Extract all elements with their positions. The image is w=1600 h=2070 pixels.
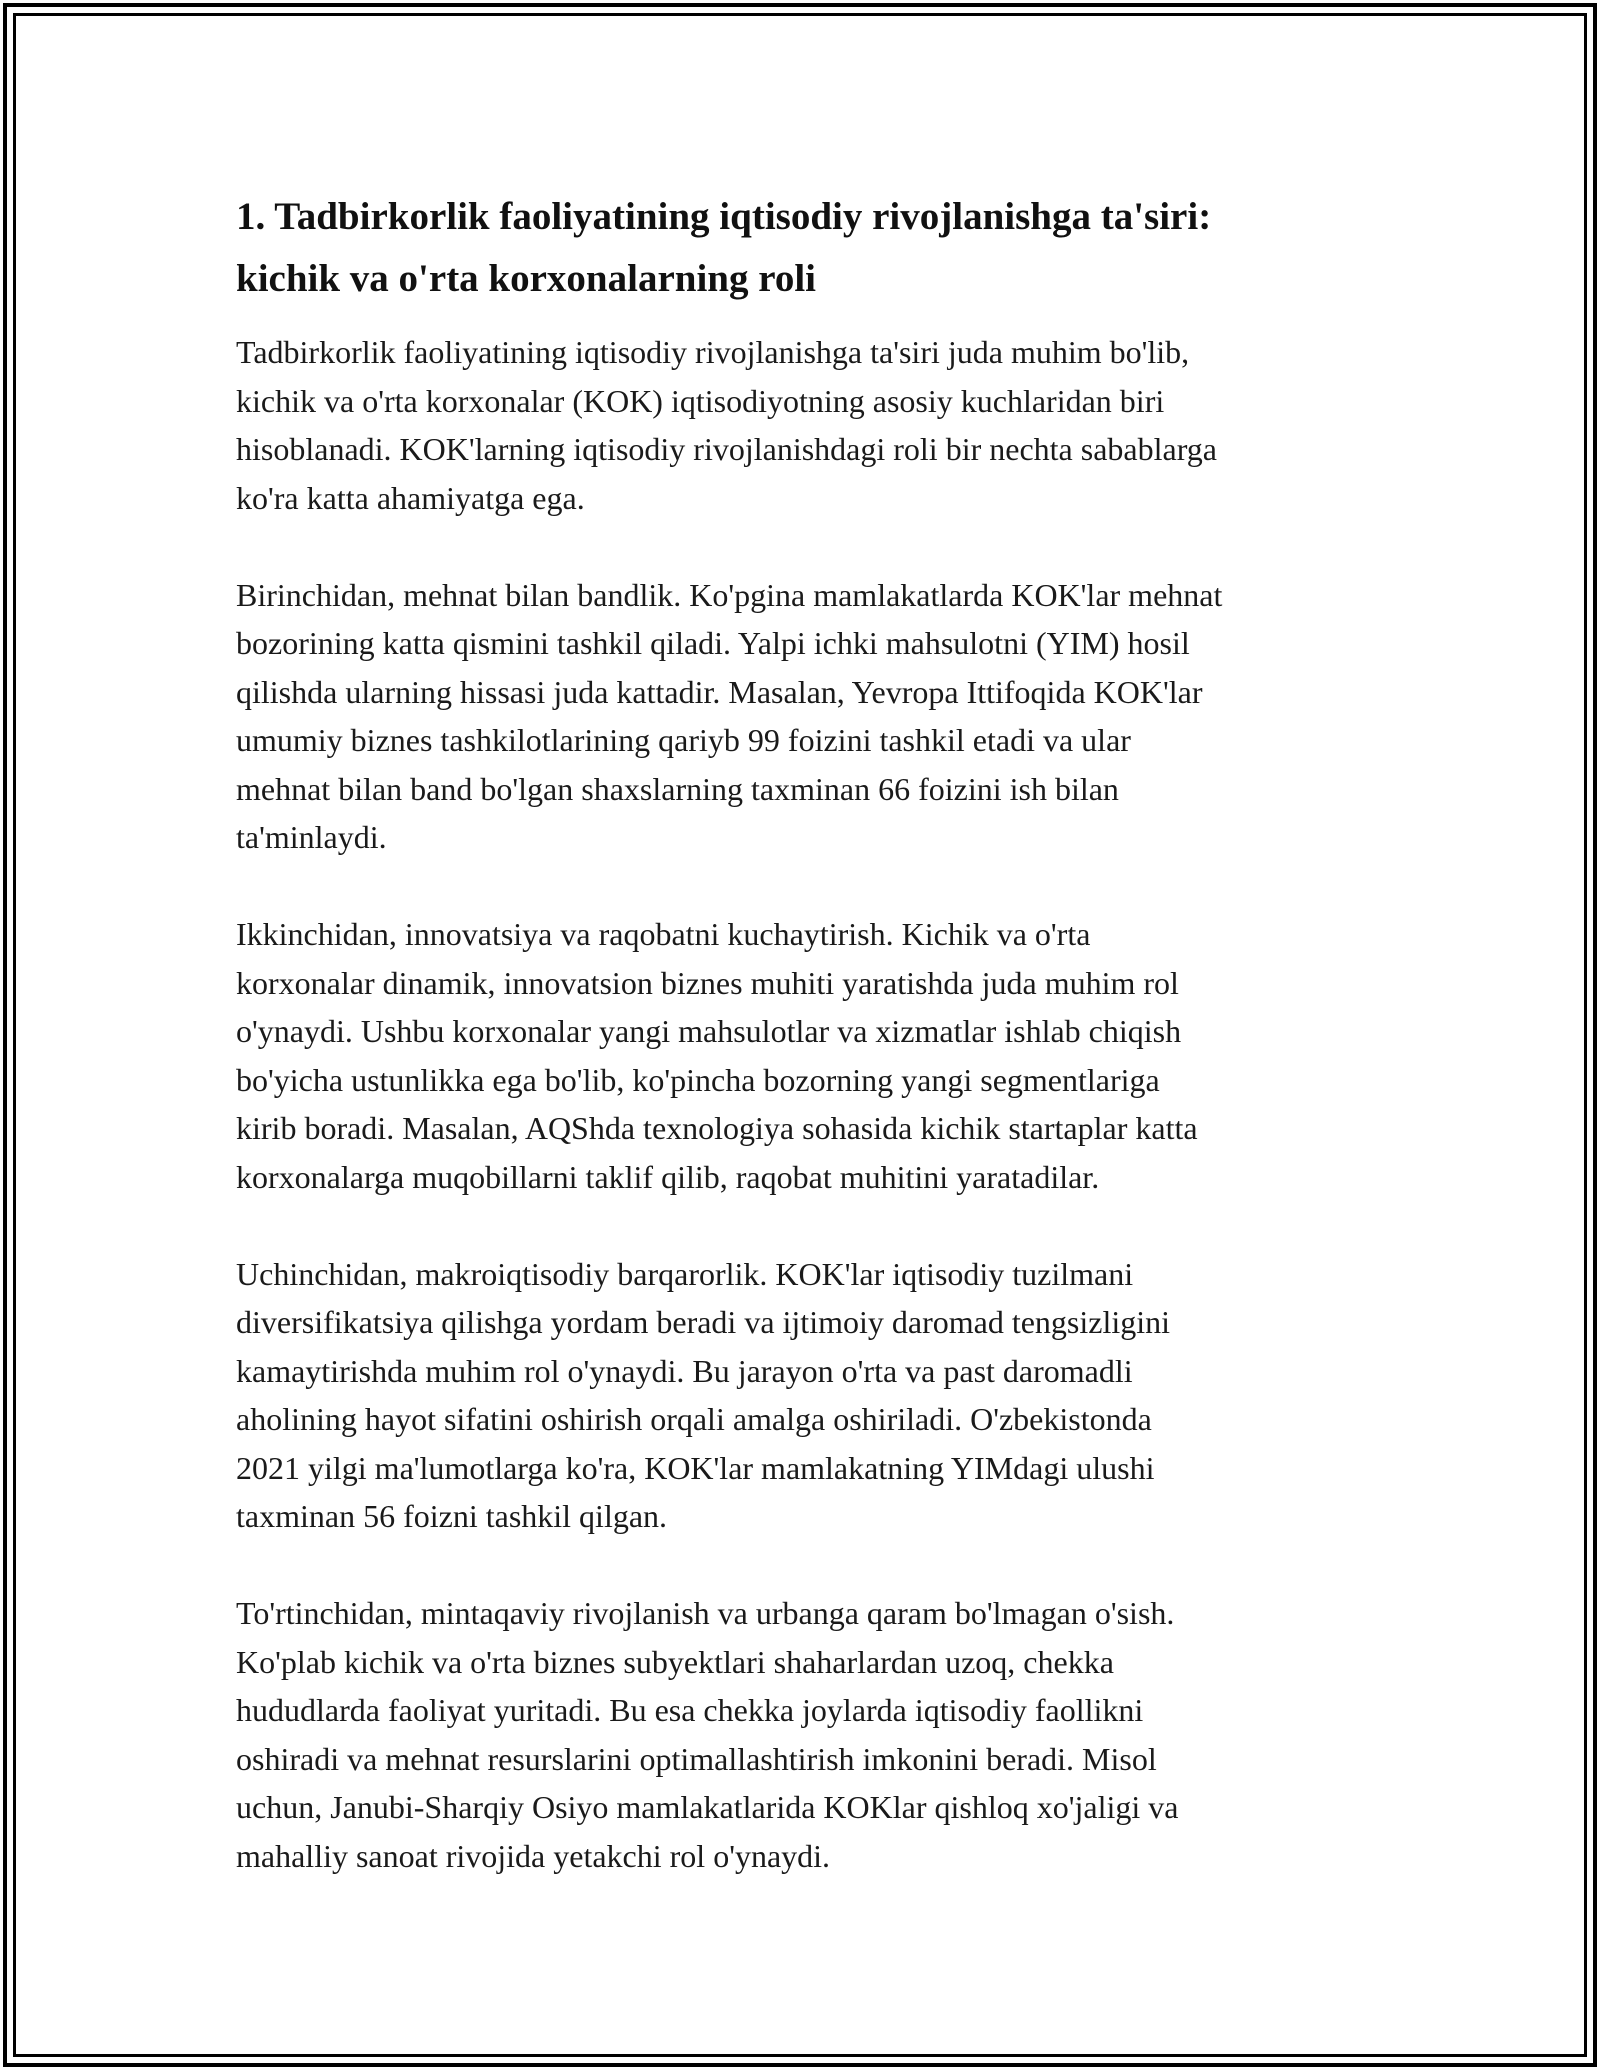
text-line: hisoblanadi. KOK'larning iqtisodiy rivojlanishdagi roli bir nechta sabablarga [236,431,1217,467]
text-line: bo'yicha ustunlikka ega bo'lib, ko'pincha bozorning yangi segmentlariga [236,1061,1160,1098]
text-line: aholining hayot sifatini oshirish orqali amalga oshiriladi. O'zbekistonda [236,1401,1152,1437]
paragraph-stability [236,1250,1376,1541]
text-line: Tadbirkorlik faoliyatining iqtisodiy rivojlanishga ta'siri juda muhim bo'lib, [236,334,1190,370]
text-line: korxonalarga muqobillarni taklif qilib, raqobat muhitini yaratadilar. [236,1158,1100,1195]
paragraph-regional [236,1589,1376,1880]
text-line: kichik va o'rta korxonalar (KOK) iqtisodiyotning asosiy kuchlaridan biri [236,382,1165,419]
text-line: uchun, Janubi-Sharqiy Osiyo mamlakatlarida KOKlar qishloq xo'jaligi va [236,1789,1179,1825]
text-line: To'rtinchidan, mintaqaviy rivojlanish va urbanga qaram bo'lmagan o'sish. [236,1595,1175,1631]
text-line: korxonalar dinamik, innovatsion biznes muhiti yaratishda juda muhim rol [236,964,1179,1001]
document-body [236,186,1376,1929]
text-line: Ikkinchidan, innovatsiya va raqobatni kuchaytirish. Kichik va o'rta [236,916,1091,952]
text-line: kirib boradi. Masalan, AQShda texnologiya sohasida kichik startaplar katta [236,1110,1198,1146]
paragraph-employment [236,571,1376,862]
text-line: Uchinchidan, makroiqtisodiy barqarorlik. KOK'lar iqtisodiy tuzilmani [236,1255,1134,1292]
text-line: kamaytirishda muhim rol o'ynaydi. Bu jarayon o'rta va past daromadli [236,1352,1133,1389]
text-line: Birinchidan, mehnat bilan bandlik. Ko'pgina mamlakatlarda KOK'lar mehnat [236,576,1223,613]
paragraph-innovation [236,910,1376,1201]
text-line: ta'minlaydi. [236,819,387,855]
heading-line: 1. Tadbirkorlik faoliyatining iqtisodiy rivojlanishga ta'siri: [236,195,1212,238]
text-line: hududlarda faoliyat yuritadi. Bu esa chekka joylarda iqtisodiy faollikni [236,1692,1144,1728]
text-line: bozorining katta qismini tashkil qiladi. Yalpi ichki mahsulotni (YIM) hosil [236,625,1190,661]
text-line: taxminan 56 foizni tashkil qilgan. [236,1498,668,1534]
section-heading [236,186,1376,310]
text-line: ko'ra katta ahamiyatga ega. [236,479,585,516]
heading-line: kichik va o'rta korxonalarning roli [236,257,817,300]
paragraph-intro [236,328,1376,522]
text-line: mehnat bilan band bo'lgan shaxslarning taxminan 66 foizini ish bilan [236,770,1119,807]
text-line: diversifikatsiya qilishga yordam beradi va ijtimoiy daromad tengsizligini [236,1304,1171,1340]
text-line: umumiy biznes tashkilotlarining qariyb 99 foizini tashkil etadi va ular [236,722,1131,758]
text-line: o'ynaydi. Ushbu korxonalar yangi mahsulotlar va xizmatlar ishlab chiqish [236,1013,1182,1049]
text-line: oshiradi va mehnat resurslarini optimallashtirish imkonini beradi. Misol [236,1740,1157,1777]
text-line: mahalliy sanoat rivojida yetakchi rol o'ynaydi. [236,1837,831,1874]
text-line: Ko'plab kichik va o'rta biznes subyektlari shaharlardan uzoq, chekka [236,1643,1114,1680]
text-line: qilishda ularning hissasi juda kattadir. Masalan, Yevropa Ittifoqida KOK'lar [236,673,1203,710]
text-line: 2021 yilgi ma'lumotlarga ko'ra, KOK'lar mamlakatning YIMdagi ulushi [236,1449,1155,1486]
